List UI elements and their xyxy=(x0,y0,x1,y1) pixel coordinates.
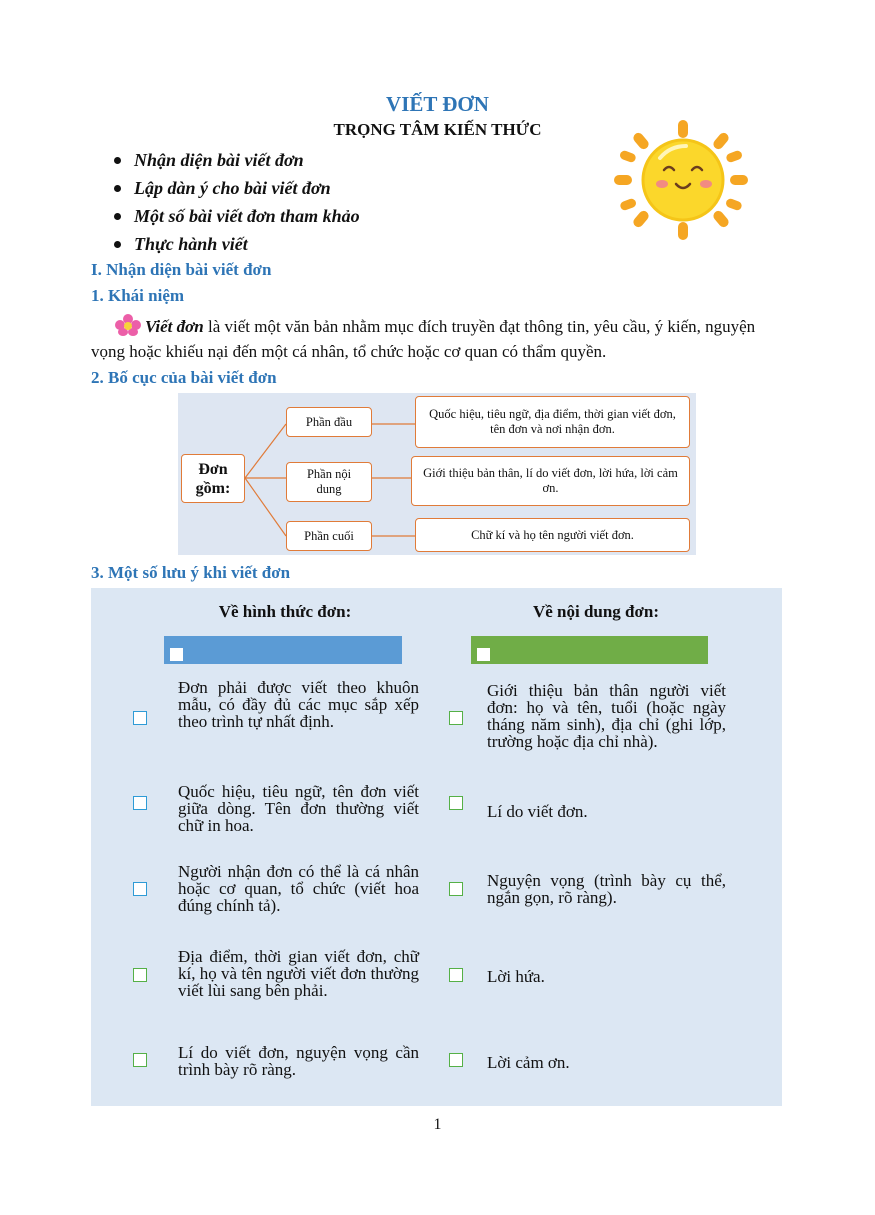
form-checkbox-3[interactable] xyxy=(133,882,147,896)
diagram-desc-end: Chữ kí và họ tên người viết đơn. xyxy=(415,518,690,552)
page-title: VIẾT ĐƠN xyxy=(386,92,489,116)
diagram-desc-head: Quốc hiệu, tiêu ngữ, địa điểm, thời gian viết đơn, tên đơn và nơi nhận đơn. xyxy=(415,396,690,448)
list-item: Nguyện vọng (trình bày cụ thể, ngắn gọn, rõ ràng). xyxy=(487,871,726,907)
diagram-root: Đơn gồm: xyxy=(181,454,245,503)
content-column-heading: Về nội dung đơn: xyxy=(532,602,660,621)
section-heading: I. Nhận diện bài viết đơn xyxy=(91,260,272,279)
form-checkbox-2[interactable] xyxy=(133,796,147,810)
list-item: Địa điểm, thời gian viết đơn, chữ kí, họ và tên người viết đơn thường viết lùi sang bên phải. xyxy=(178,947,419,1000)
form-column-heading: Về hình thức đơn: xyxy=(218,602,352,621)
form-checkbox-5[interactable] xyxy=(133,1053,147,1067)
diagram-desc-body: Giới thiệu bản thân, lí do viết đơn, lời hứa, lời cảm ơn. xyxy=(411,456,690,506)
bullet-icon xyxy=(114,241,121,248)
content-checkbox-3[interactable] xyxy=(449,882,463,896)
content-checkbox-5[interactable] xyxy=(449,1053,463,1067)
form-checkbox-1[interactable] xyxy=(133,711,147,725)
diagram-part-head: Phần đầu xyxy=(286,407,372,437)
list-item: Lời hứa. xyxy=(487,967,545,986)
structure-diagram xyxy=(178,393,696,555)
bullet-icon xyxy=(114,213,121,220)
list-item: Quốc hiệu, tiêu ngữ, tên đơn viết giữa dòng. Tên đơn thường viết chữ in hoa. xyxy=(178,782,419,835)
list-item: Lập dàn ý cho bài viết đơn xyxy=(112,174,360,202)
diagram-part-body: Phần nội dung xyxy=(286,462,372,502)
sun-icon xyxy=(612,118,752,242)
definition-paragraph: Viết đơn là viết một văn bản nhằm mục đích truyền đạt thông tin, yêu cầu, ý kiến, nguyện vọng hoặc khiếu nại đến một cá nhân, tổ chức hoặc cơ quan có thẩm quyền. xyxy=(91,314,786,364)
diagram-part-end: Phần cuối xyxy=(286,521,372,551)
checkbox-icon xyxy=(477,648,490,661)
notes-panel xyxy=(91,588,782,1106)
content-checkbox-4[interactable] xyxy=(449,968,463,982)
form-checkbox-4[interactable] xyxy=(133,968,147,982)
list-item: Người nhận đơn có thể là cá nhân hoặc cơ quan, tổ chức (viết hoa đúng chính tả). xyxy=(178,862,419,915)
content-header-bar xyxy=(471,636,708,664)
list-item: Lí do viết đơn. xyxy=(487,802,588,821)
list-item: Đơn phải được viết theo khuôn mẫu, có đầy đủ các mục sắp xếp theo trình tự nhất định. xyxy=(178,678,419,731)
content-checkbox-2[interactable] xyxy=(449,796,463,810)
list-item: Lời cảm ơn. xyxy=(487,1053,570,1072)
list-item: Thực hành viết xyxy=(112,230,360,258)
list-item: Lí do viết đơn, nguyện vọng cần trình bày rõ ràng. xyxy=(178,1043,419,1079)
bullet-icon xyxy=(114,185,121,192)
form-header-bar xyxy=(164,636,402,664)
page-subtitle: TRỌNG TÂM KIẾN THỨC xyxy=(333,120,542,139)
list-item: Giới thiệu bản thân người viết đơn: họ và tên, tuổi (hoặc ngày tháng năm sinh), địa chỉ (ghi lớp, trường hoặc địa chỉ nhà). xyxy=(487,681,726,751)
checkbox-icon xyxy=(170,648,183,661)
bullet-icon xyxy=(114,157,121,164)
list-item: Một số bài viết đơn tham khảo xyxy=(112,202,360,230)
focus-list xyxy=(112,146,360,258)
subsection-heading: 1. Khái niệm xyxy=(91,286,185,305)
flower-icon xyxy=(115,314,141,336)
subsection-heading: 2. Bố cục của bài viết đơn xyxy=(91,368,277,387)
subsection-heading: 3. Một số lưu ý khi viết đơn xyxy=(91,563,291,582)
list-item: Nhận diện bài viết đơn xyxy=(112,146,360,174)
content-checkbox-1[interactable] xyxy=(449,711,463,725)
page-number: 1 xyxy=(433,1116,442,1133)
